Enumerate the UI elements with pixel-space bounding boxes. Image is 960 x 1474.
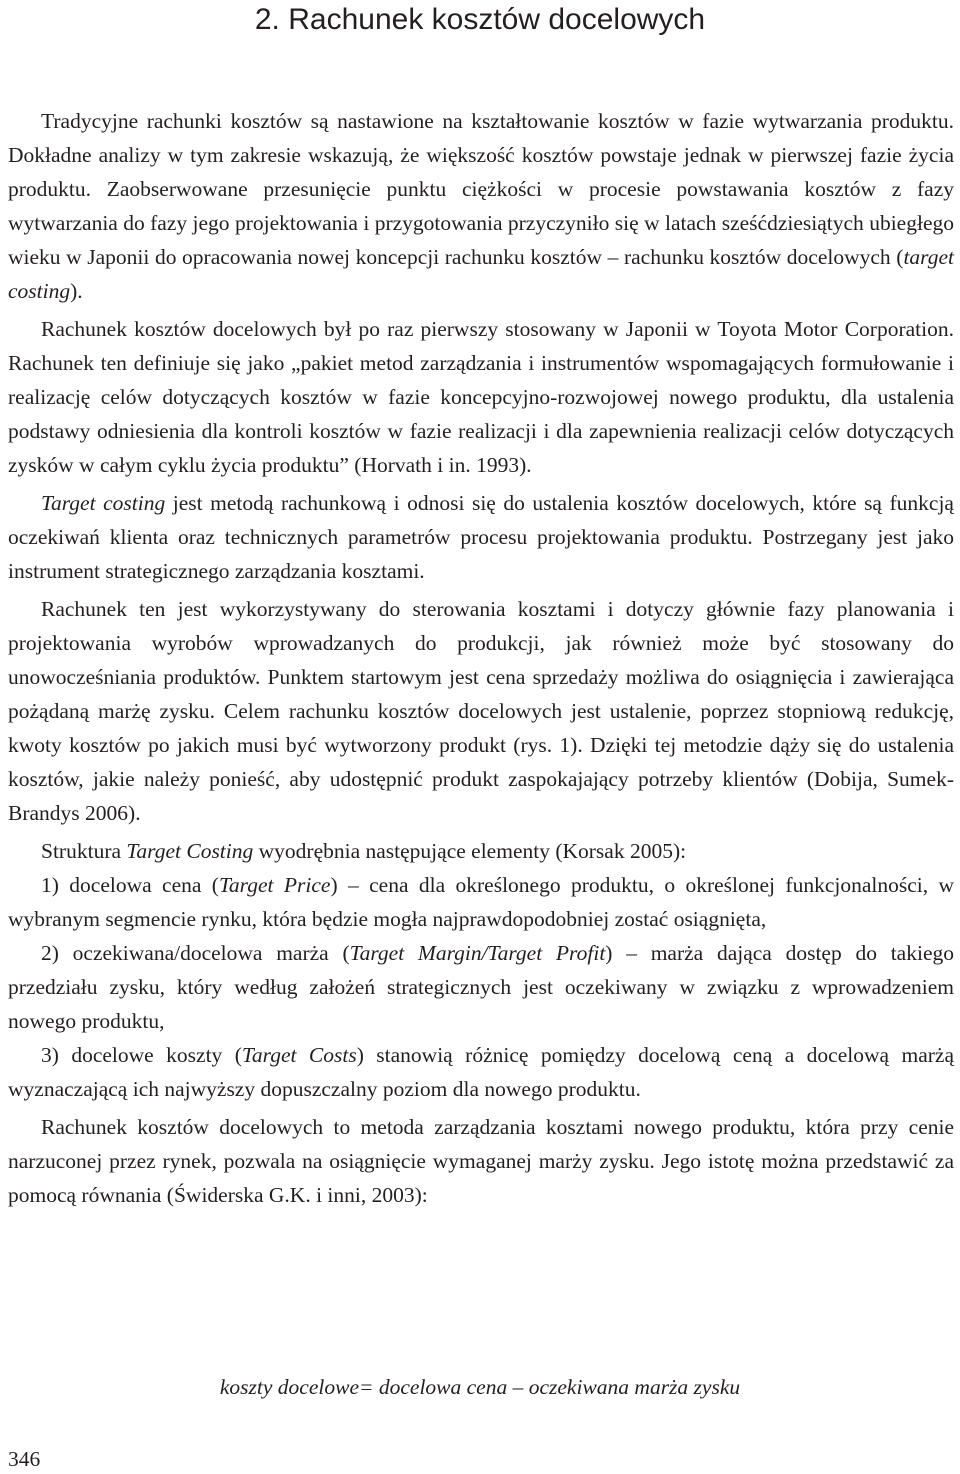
equation: koszty docelowe= docelowa cena – oczekiwana marża zysku — [219, 1375, 741, 1399]
paragraph-5: Struktura Target Costing wyodrębnia następujące elementy (Korsak 2005): — [41, 839, 687, 863]
body-text — [8, 104, 954, 1212]
list-item-3: 3) docelowe koszty (Target Costs) stanowią różnicę pomiędzy docelową ceną a docelową marżą wyznaczającą ich najwyższy dopuszczalny poziom dla nowego produktu. — [8, 1043, 954, 1101]
section-heading: 2. Rachunek kosztów docelowych — [254, 3, 706, 36]
page-number: 346 — [8, 1447, 41, 1471]
list-item-2: 2) oczekiwana/docelowa marża (Target Margin/Target Profit) – marża dająca dostęp do takiego przedziału zysku, który według założeń strategicznych jest oczekiwany w związku z wprowadzeniem nowego produktu, — [8, 941, 954, 1033]
paragraph-3: Target costing jest metodą rachunkową i odnosi się do ustalenia kosztów docelowych, które są funkcją oczekiwań klienta oraz technicznych parametrów procesu projektowania produktu. Postrzegany jest jako instrument strategicznego zarządzania kosztami. — [8, 491, 954, 583]
paragraph-1: Tradycyjne rachunki kosztów są nastawione na kształtowanie kosztów w fazie wytwarzania produktu. Dokładne analizy w tym zakresie wskazują, że większość kosztów powstaje jednak w pierwszej fazie życia produktu. Zaobserwowane przesunięcie punktu ciężkości w procesie powstawania kosztów z fazy wytwarzania do fazy jego projektowania i przygotowania przyczyniło się w latach sześćdziesiątych ubiegłego wieku w Japonii do opracowania nowej koncepcji rachunku kosztów – rachunku kosztów docelowych (target costing). — [8, 109, 954, 303]
list-item-1: 1) docelowa cena (Target Price) – cena dla określonego produktu, o określonej funkcjonalności, w wybranym segmencie rynku, która będzie mogła najprawdopodobniej zostać osiągnięta, — [8, 873, 955, 931]
paragraph-6: Rachunek kosztów docelowych to metoda zarządzania kosztami nowego produktu, która przy cenie narzuconej przez rynek, pozwala na osiągnięcie wymaganej marży zysku. Jego istotę można przedstawić za pomocą równania (Świderska G.K. i inni, 2003): — [8, 1115, 954, 1207]
paragraph-4: Rachunek ten jest wykorzystywany do sterowania kosztami i dotyczy głównie fazy planowania i projektowania wyrobów wprowadzanych do produkcji, jak również może być stosowany do unowocześniania produktów. Punktem startowym jest cena sprzedaży możliwa do osiągnięcia i zawierająca pożądaną marżę zysku. Celem rachunku kosztów docelowych jest ustalenie, poprzez stopniową redukcję, kwoty kosztów po jakich musi być wytworzony produkt (rys. 1). Dzięki tej metodzie dąży się do ustalenia kosztów, jakie należy ponieść, aby udostępnić produkt zaspokajający potrzeby klientów (Dobija, Sumek-Brandys 2006). — [8, 597, 954, 825]
paragraph-2: Rachunek kosztów docelowych był po raz pierwszy stosowany w Japonii w Toyota Motor Corporation. Rachunek ten definiuje się jako „pakiet metod zarządzania i instrumentów wspomagających formułowanie i realizację celów dotyczących kosztów w fazie koncepcyjno-rozwojowej nowego produktu, dla ustalenia podstawy odniesienia dla kontroli kosztów w fazie realizacji i dla zapewnienia realizacji celów dotyczących zysków w całym cyklu życia produktu” (Horvath i in. 1993). — [8, 317, 954, 477]
